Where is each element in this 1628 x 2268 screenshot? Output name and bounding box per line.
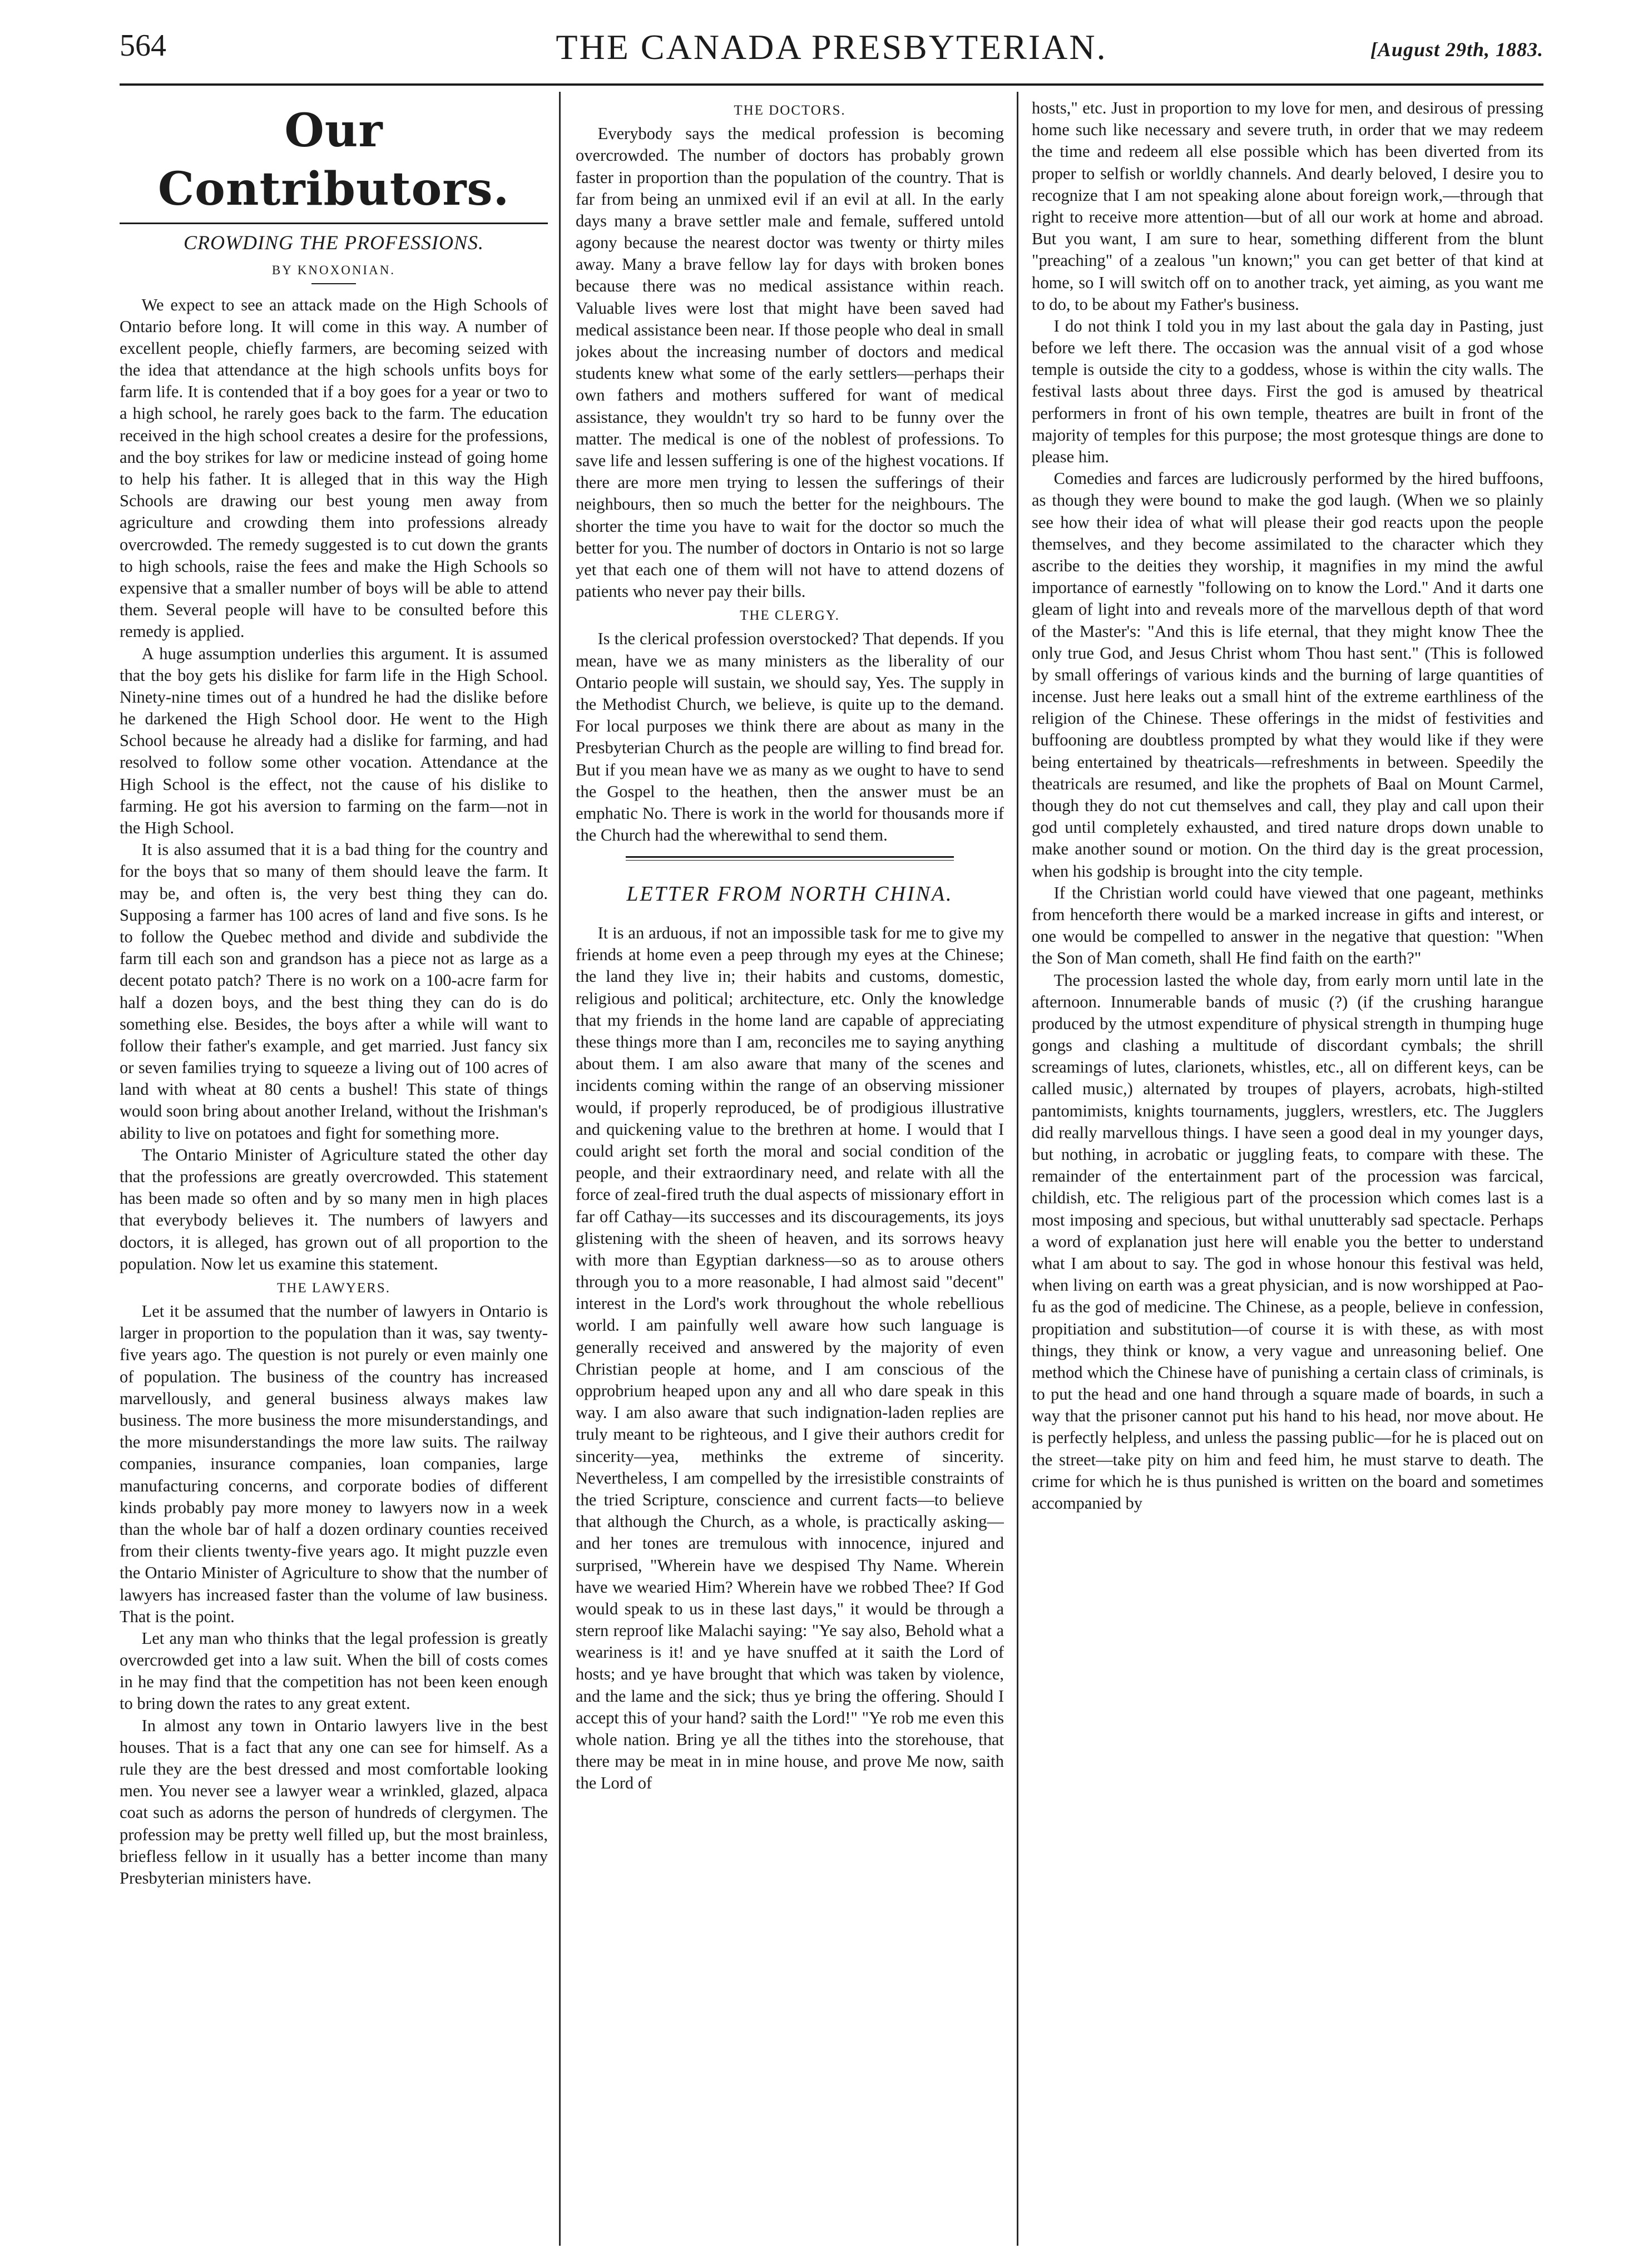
- section-rule: [120, 223, 548, 224]
- masthead: [120, 22, 1543, 83]
- column-divider: [1017, 92, 1018, 2246]
- article-title: LETTER FROM NORTH CHINA.: [626, 882, 953, 906]
- byline: BY KNOXONIAN.: [271, 263, 396, 277]
- paragraph: I do not think I told you in my last about the gala day in Pasting, just before we left there. The occasion was the annual visit of a god whose temple is outside the city to a goddess, whose is within the city walls. The festival lasts about three days. First the god is amused by theatrical performers in front of his own temple, theatres are built in front of the majority of temples for this purpose; the most grotesque things are done to please him.: [1032, 316, 1543, 466]
- column-2: [576, 97, 1004, 2246]
- paragraph: Comedies and farces are ludicrously performed by the hired buffoons, as though they were bound to make the god laugh. (When we so plainly see how their idea of what will please their god reacts upon the people themselves, and they become assimilated to the character which they ascribe to the deities they worship, it magnifies in my mind the awful importance of earnestly "following on to know the Lord." And it darts one gleam of light into and reveals more of the marvellous depth of that word of the Master's: "And this is life eternal, that they might know Thee the only true God, and Jesus Christ whom Thou hast sent." (This is followed by small offerings of various kinds and the burning of large quantities of incense. Just here leaks out a small hint of the extreme earthliness of the religion of the Chinese. These offerings in the midst of festivities and buffooning are doubtless prompted by what they would like if they were being entertained by theatricals—refreshments in between. Speedily the theatricals are resumed, and like the prophets of Baal on Mount Carmel, though they do not cut themselves and call, they play and call upon their god until completely exhausted, and tired nature drops down unable to make another sound or motion. On the third day is the great procession, when his godship is brought into the city temple.: [1032, 469, 1543, 881]
- column-divider: [559, 92, 561, 2246]
- masthead-rule: [120, 83, 1543, 86]
- paragraph: In almost any town in Ontario lawyers live in the best houses. That is a fact that any one can see for himself. As a rule they are the best dressed and most comfortable looking men. You never see a lawyer wear a wrinkled, glazed, alpaca coat such as adorns the person of hundreds of clergymen. The profession may be pretty well filled up, but the most brainless, briefless fellow in it usually has a better income than many Presbyterian ministers have.: [120, 1716, 548, 1887]
- paragraph: Everybody says the medical profession is becoming overcrowded. The number of doctors has probably grown faster in proportion than the population of the country. That is far from being an unmixed evil if an evil at all. In the early days many a brave settler male and female, suffered untold agony because the nearest doctor was twenty or thirty miles away. Many a brave fellow lay for days with broken bones because there was no medical assistance within reach. Valuable lives were lost that might have been saved had medical assistance been near. If those people who deal in small jokes about the increasing number of doctors and medical students knew what some of the early settlers—perhaps their own fathers and mothers suffered for want of medical assistance, they wouldn't try so hard to be funny over the matter. The medical is one of the noblest of professions. To save life and lessen suffering is one of the highest vocations. If there are more men trying to lessen the sufferings of their neighbours, then so much the better for the neighbours. The shorter the time you have to wait for the doctor so much the better for you. The number of doctors in Ontario is not so large yet that each one of them will not have to attend dozens of patients who never pay their bills.: [576, 124, 1004, 601]
- paragraph: Let any man who thinks that the legal profession is greatly overcrowded get into a law suit. When the bill of costs comes in he may find that the competition has not been keen enough to bring down the rates to any great extent.: [120, 1628, 548, 1713]
- paragraph: Let it be assumed that the number of lawyers in Ontario is larger in proportion to the population than it was, say twenty-five years ago. The question is not purely or even mainly one of population. The business of the country has increased marvellously, and general business always makes law business. The more business the more misunderstandings, and the more misunderstandings the more law suits. The railway companies, insurance companies, loan companies, large manufacturing concerns, and corporate bodies of different kinds probably pay more money to lawyers now in a week than the whole bar of half a dozen ordinary counties received from their clients twenty-five years ago. It might puzzle even the Ontario Minister of Agriculture to show that the number of lawyers has increased faster than the volume of law business. That is the point.: [120, 1302, 548, 1626]
- paragraph: A huge assumption underlies this argument. It is assumed that the boy gets his dislike for farm life in the High School. Ninety-nine times out of a hundred he had the dislike before he darkened the High School door. He went to the High School because he already had a dislike for farming, and had resolved to follow some other vocation. Attendance at the High School is the effect, not the cause of his dislike to farming. He got his aversion to farming on the farm—not in the High School.: [120, 644, 548, 838]
- paragraph: We expect to see an attack made on the High Schools of Ontario before long. It will come in this way. A number of excellent people, chiefly farmers, are becoming seized with the idea that attendance at the high schools unfits boys for farm life. It is contended that if a boy goes for a year or two to a high school, he rarely goes back to the farm. The education received in the high school creates a desire for the professions, and the boy strikes for law or medicine instead of going home to help his father. It is alleged that in this way the High Schools are drawing our best young men away from agriculture and crowding them into professions already overcrowded. The remedy suggested is to cut down the grants to high schools, raise the fees and make the High Schools so expensive that a smaller number of boys will be able to attend them. Several people will have to be consulted before this remedy is applied.: [120, 295, 548, 641]
- issue-date: [August 29th, 1883.: [1370, 38, 1543, 61]
- paragraph: If the Christian world could have viewed that one pageant, methinks from henceforth there would be a marked increase in gifts and interest, or one would be compelled to answer in the negative that question: "When the Son of Man cometh, shall He find faith on the earth?": [1032, 883, 1543, 968]
- article-separator: [626, 856, 954, 861]
- paragraph: The procession lasted the whole day, from early morn until late in the afternoon. Innumerable bands of music (?) (if the crushing harangue produced by the utmost expenditure of physical strength in thumping huge gongs and clashing a multitude of discordant cymbals; the shrill screamings of lutes, clarionets, whistles, etc., all on different keys, can be called music,) alternated by troupes of players, acrobats, high-stilted pantomimists, knights tournaments, jugglers, wrestlers, etc. The Jugglers did really marvellous things. I have seen a good deal in my younger days, but nothing, in acrobatic or juggling feats, to compare with these. The remainder of the entertainment part of the procession was farcical, childish, etc. The religious part of the procession which comes last is a most imposing and specious, but withal unutterably sad spectacle. Perhaps a word of explanation just here will enable you the better to understand what I am about to say. The god in whose honour this festival was held, when living on earth was a great physician, and is now worshipped at Pao-fu as the god of medicine. The Chinese, as a people, believe in confession, propitiation and substitution—of course it is with these, as with most things, they think or know, a very vague and unreasoning belief. One method which the Chinese have of punishing a certain class of criminals, is to put the head and one hand through a square made of boards, in such a way that the prisoner cannot put his hand to his head, nor move about. He is perfectly helpless, and unless the passing public—for he is placed out on the street—take pity on him and feed him, he must starve to death. The crime for which he is thus punished is written on the board and sometimes accompanied by: [1032, 970, 1543, 1513]
- column-3: [1032, 97, 1543, 2246]
- subhead-doctors: THE DOCTORS.: [734, 103, 846, 118]
- byline-rule: [311, 283, 356, 284]
- paragraph: It is an arduous, if not an impossible task for me to give my friends at home even a peep through my eyes at the Chinese; the land they live in; their habits and customs, domestic, religious and political; architecture, etc. Only the knowledge that my friends in the home land are capable of appreciating these things more than I am, reconciles me to saying anything about them. I am also aware that many of the scenes and incidents coming within the range of an observing missioner would, if properly reproduced, be of prodigious illustrative and quickening value to the brethren at home. I would that I could aright set forth the moral and social condition of the people, and their extraordinary need, and relate with all the force of zeal-fired truth the dual aspects of missionary effort in far off Cathay—its successes and its discouragements, its joys glistening with the sheen of heaven, and its sorrows heavy with more than Egyptian darkness—so as to arouse others through you to a more reasonable, I had almost said "decent" interest in the Lord's work throughout the whole rebellious world. I am painfully well aware how such language is generally received and answered by the majority of even Christian people at home, and I am conscious of the opprobrium heaped upon any and all who dare speak in this way. I am also aware that such indignation-laden replies are truly meant to be righteous, and I give their authors credit for sincerity—yea, methinks the extreme of sincerity. Nevertheless, I am compelled by the irresistible constraints of the tried Scripture, conscience and current facts—to believe that although the Church, as a whole, is practically asking—and her tones are tremulous with innocence, injured and surprised, "Wherein have we despised Thy Name. Wherein have we wearied Him? Wherein have we robbed Thee? If God would speak to us in these last days," it would be through a stern reproof like Malachi saying: "Ye say also, Behold what a weariness is it! and ye have snuffed at it saith the Lord of hosts; and ye have brought that which was taken by violence, and the lame and the sick; thus ye bring the offering. Should I accept this of your hand? saith the Lord!" "Ye rob me even this whole nation. Bring ye all the tithes into the storehouse, that there may be meat in in mine house, and prove Me now, saith the Lord of: [576, 923, 1004, 1793]
- article-title: CROWDING THE PROFESSIONS.: [184, 231, 484, 254]
- paragraph: It is also assumed that it is a bad thing for the country and for the boys that so many of them should leave the farm. It may be, and often is, the very best thing they can do. Supposing a farmer has 100 acres of land and five sons. Is he to follow the Quebec method and divide and subdivide the farm till each son and grandson has a piece not as large as a decent potato patch? There is no work on a 100-acre farm for half a dozen boys, and the best thing they can do is do something else. Besides, the boys after a while will want to follow their father's example, and get married. Just fancy six or seven families trying to squeeze a living out of 100 acres of land with wheat at 80 cents a bushel! This state of things would soon bring about another Ireland, without the Irishman's ability to live on potatoes and fight for something more.: [120, 840, 548, 1143]
- page-number: 564: [120, 28, 166, 63]
- section-heading: Our Contributors.: [157, 104, 510, 216]
- paragraph: hosts," etc. Just in proportion to my love for men, and desirous of pressing home such like necessary and severe truth, in order that we may redeem the time and redeem all else possible which has been diverted from its proper to selfish or worldly channels. And dearly beloved, I desire you to recognize that I am not speaking alone about foreign work,—through that right to receive more attention—but of all our work at home and abroad. But you want, I am sure to hear, something different from the blunt "preaching" of a zealous "un known;" you can get better of that kind at home, so I will switch off on to another track, yet aiming, as you want me to do, to be about my Father's business.: [1032, 98, 1543, 314]
- subhead-clergy: THE CLERGY.: [740, 608, 840, 624]
- journal-title: THE CANADA PRESBYTERIAN.: [556, 27, 1107, 67]
- paragraph: Is the clerical profession overstocked? That depends. If you mean, have we as many ministers as the liberality of our Ontario people will sustain, we should say, Yes. The supply in the Methodist Church, we believe, is quite up to the demand. For local purposes we think there are about as many in the Presbyterian Church as the people are willing to find bread for. But if you mean have we as many as we ought to have to send the Gospel to the heathen, then the answer must be an emphatic No. There is work in the world for thousands more if the Church had the wherewithal to send them.: [576, 629, 1004, 845]
- paragraph: The Ontario Minister of Agriculture stated the other day that the professions are greatly overcrowded. This statement has been made so often and by so many men in high places that everybody believes it. The numbers of lawyers and doctors, it is alleged, has grown out of all proportion to the population. Now let us examine this statement.: [120, 1145, 548, 1273]
- subhead-lawyers: THE LAWYERS.: [277, 1280, 390, 1296]
- column-1: [120, 97, 548, 2246]
